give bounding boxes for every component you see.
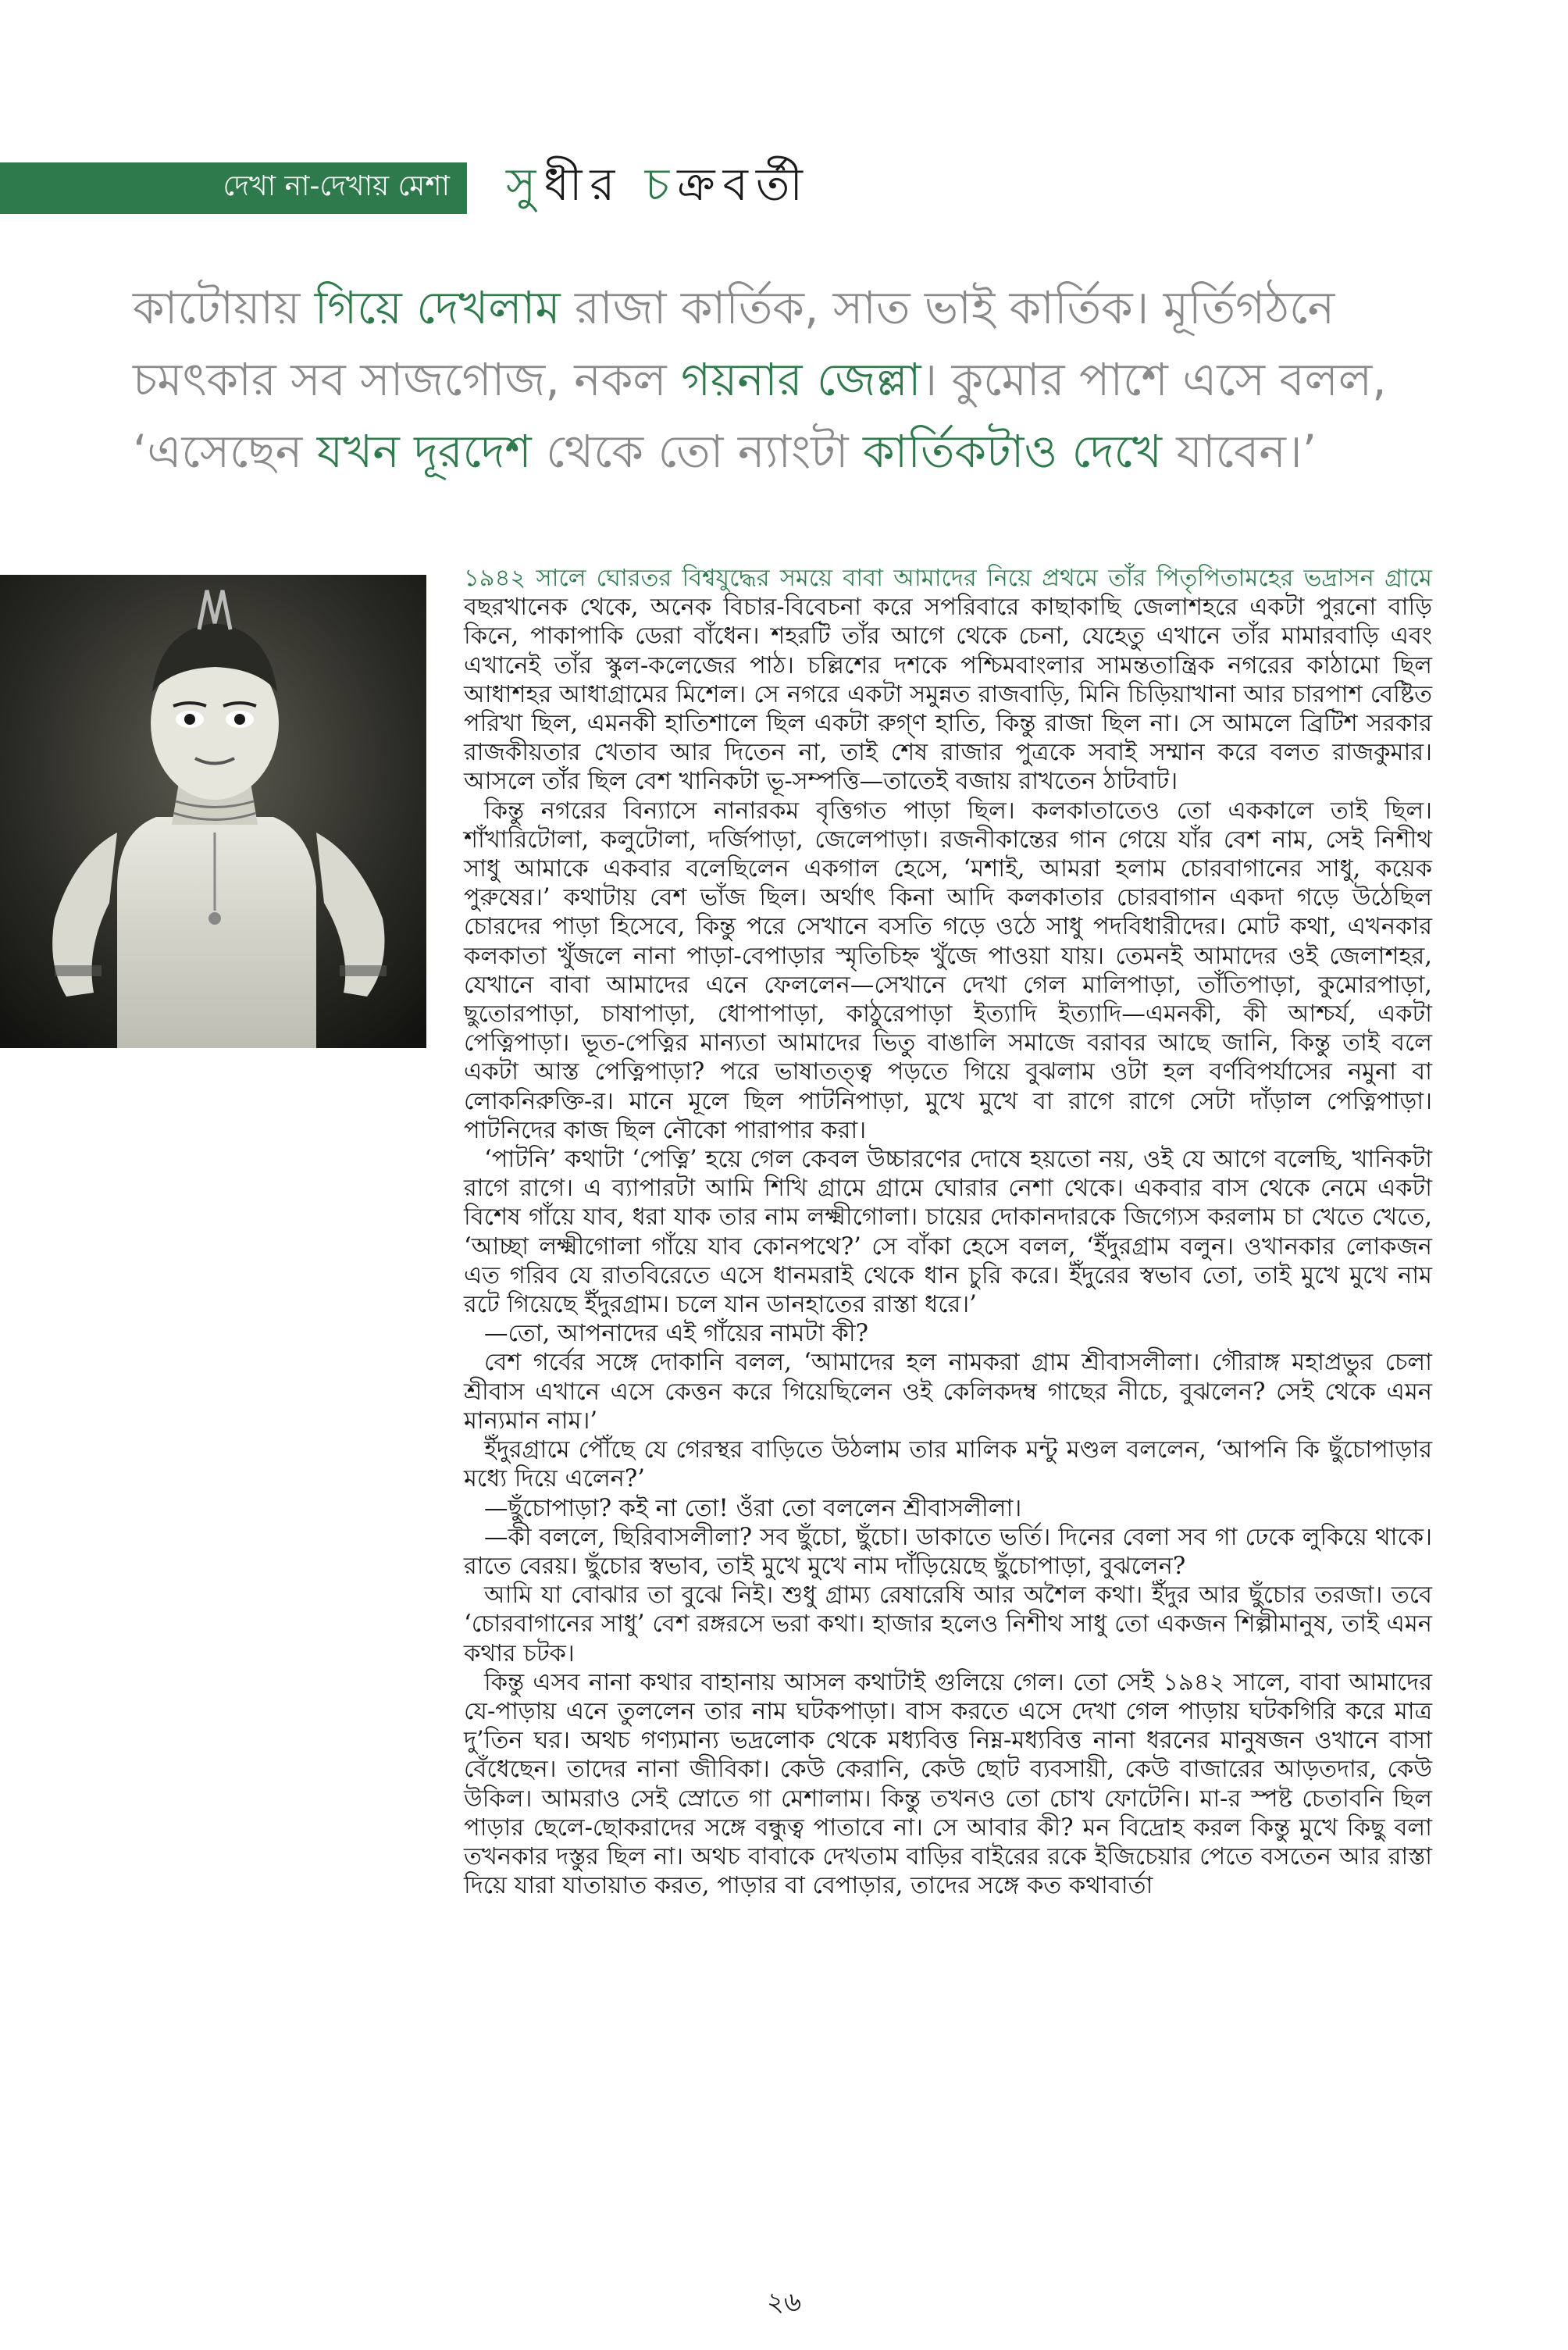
paragraph: কিন্তু নগরের বিন্যাসে নানারকম বৃত্তিগত পাড়া ছিল। কলকাতাতেও তো এককালে তাই ছিল। শাঁখারিটোলা, কলুটোলা, দর্জিপাড়া, জেলেপাড়া। রজনীকান্তের গান গেয়ে যাঁর বেশ নাম, সেই নিশীথ সাধু আমাকে একবার বলেছিলেন একগাল হেসে, ‘মশাই, আমরা হলাম চোরবাগানের সাধু, কয়েক পুরুষের।’ কথাটায় বেশ ভাঁজ ছিল। অর্থাৎ কিনা আদি কলকাতার চোরবাগান একদা গড়ে উঠেছিল চোরদের পাড়া হিসেবে, কিন্তু পরে সেখানে বসতি গড়ে ওঠে সাধু পদবিধারীদের। মোট কথা, এখনকার কলকাতা খুঁজলে নানা পাড়া-বেপাড়ার স্মৃতিচিহ্ন খুঁজে পাওয়া যায়। তেমনই আমাদের ওই জেলাশহর, যেখানে বাবা আমাদের এনে ফেললেন—সেখানে দেখা গেল মালিপাড়া, তাঁতিপাড়া, কুমোরপাড়া, ছুতোরপাড়া, চাষাপাড়া, ধোপাপাড়া, কাঠুরেপাড়া ইত্যাদি ইত্যাদি—এমনকী, কী আশ্চর্য, একটা পেত্নিপাড়া। ভূত-পেত্নির মান্যতা আমাদের ভিতু বাঙালি সমাজে বরাবর আছে জানি, কিন্তু তাই বলে একটা আস্ত পেত্নিপাড়া? পরে ভাষাতত্ত্ব পড়তে গিয়ে বুঝলাম ওটা হল বর্ণবিপর্যাসের নমুনা বা লোকনিরুক্তি-র। মানে মূলে ছিল পাটনিপাড়া, মুখে মুখে বা রাগে রাগে সেটা দাঁড়াল পেত্নিপাড়া। পাটনিদের কাজ ছিল নৌকো পারাপার করা। <box>464 797 1432 1144</box>
paragraph: আমি যা বোঝার তা বুঝে নিই। শুধু গ্রাম্য রেষারেষি আর অশৈল কথা। ইঁদুর আর ছুঁচোর তরজা। তবে ‘চোরবাগানের সাধু’ বেশ রঙ্গরসে ভরা কথা। হাজার হলেও নিশীথ সাধু তো একজন শিল্পীমানুষ, তাই এমন কথার চটক। <box>464 1582 1432 1667</box>
paragraph <box>464 564 1432 797</box>
paragraph: —তো, আপনাদের এই গাঁয়ের নামটা কী? <box>484 1320 868 1348</box>
author-name-part: সু <box>506 158 544 211</box>
article-body <box>464 564 1432 1900</box>
page-number: ২৬ <box>766 2287 802 2318</box>
pull-quote-highlight: গিয়ে দেখলাম <box>314 281 561 334</box>
paragraph: ইঁদুরগ্রামে পৌঁছে যে গেরস্থর বাড়িতে উঠলাম তার মালিক মন্টু মণ্ডল বললেন, ‘আপনি কি ছুঁচোপাড়ার মধ্যে দিয়ে এলেন?’ <box>464 1436 1432 1493</box>
series-title-band <box>0 162 467 214</box>
paragraph: —ছুঁচোপাড়া? কই না তো! ওঁরা তো বললেন শ্রীবাসলীলা। <box>484 1494 1022 1522</box>
paragraph-text: বছরখানেক থেকে, অনেক বিচার-বিবেচনা করে সপরিবারে কাছাকাছি জেলাশহরে একটা পুরনো বাড়ি কিনে, পাকাপাকি ডেরা বাঁধেন। শহরটি তাঁর আগে থেকে চেনা, যেহেতু এখানে তাঁর মামারবাড়ি এবং এখানেই তাঁর স্কুল-কলেজের পাঠ। চল্লিশের দশকে পশ্চিমবাংলার সামন্ততান্ত্রিক নগরের কাঠামো ছিল আধাশহর আধাগ্রামের মিশেল। সে নগরে একটা সমুন্নত রাজবাড়ি, মিনি চিড়িয়াখানা আর চারপাশ বেষ্টিত পরিখা ছিল, এমনকী হাতিশালে ছিল একটা রুগ্ণ হাতি, কিন্তু রাজা ছিল না। সে আমলে ব্রিটিশ সরকার রাজকীয়তার খেতাব আর দিতেন না, তাই শেষ রাজার পুত্রকে সবাই সম্মান করে বলত রাজকুমার। আসলে তাঁর ছিল বেশ খানিকটা ভূ-সম্পত্তি—তাতেই বজায় রাখতেন ঠাটবাট। <box>464 594 1432 796</box>
series-title: দেখা না-দেখায় মেশা <box>223 170 450 202</box>
pull-quote <box>133 272 1460 487</box>
kartik-idol-photo <box>0 575 426 1048</box>
pull-quote-highlight: গয়নার জেল্লা <box>681 353 921 406</box>
opening-line: ১৯৪২ সালে ঘোরতর বিশ্বযুদ্ধের সময়ে বাবা আমাদের নিয়ে প্রথমে তাঁর পিতৃপিতামহের ভদ্রাসন গ্রামে <box>464 565 1432 592</box>
pull-quote-segment: থেকে তো ন্যাংটা <box>531 425 863 478</box>
pull-quote-segment: কাটোয়ায় <box>133 281 315 334</box>
pull-quote-highlight: যখন দূরদেশ <box>316 425 532 478</box>
pull-quote-segment: । কুমোর পাশে এসে বলল, ‘এসেছেন <box>133 353 1387 478</box>
paragraph: —কী বললে, ছিরিবাসলীলা? সব ছুঁচো, ছুঁচো। ডাকাতে ভর্তি। দিনের বেলা সব গা ঢেকে লুকিয়ে থাকে। রাতে বেরয়। ছুঁচোর স্বভাব, তাই মুখে মুখে নাম দাঁড়িয়েছে ছুঁচোপাড়া, বুঝলেন? <box>464 1523 1432 1580</box>
author-name <box>506 150 811 226</box>
author-name-part: চ <box>644 158 678 211</box>
paragraph: ‘পাটনি’ কথাটা ‘পেত্নি’ হয়ে গেল কেবল উচ্চারণের দোষে হয়তো নয়, ওই যে আগে বলেছি, খানিকটা রাগে রাগে। এ ব্যাপারটা আমি শিখি গ্রামে গ্রামে ঘোরার নেশা থেকে। একবার বাস থেকে নেমে একটা বিশেষ গাঁয়ে যাব, ধরা যাক তার নাম লক্ষ্মীগোলা। চায়ের দোকানদারকে জিগ্যেস করলাম চা খেতে খেতে, ‘আচ্ছা লক্ষ্মীগোলা গাঁয়ে যাব কোনপথে?’ সে বাঁকা হেসে বলল, ‘ইঁদুরগ্রাম বলুন। ওখানকার লোকজন এত গরিব যে রাতবিরেতে এসে ধানমরাই থেকে ধান চুরি করে। ইঁদুরের স্বভাব তো, তাই মুখে মুখে নাম রটে গিয়েছে ইঁদুরগ্রাম। চলে যান ডানহাতের রাস্তা ধরে।’ <box>464 1146 1432 1319</box>
author-name-part: ধীর <box>543 158 645 211</box>
pull-quote-highlight: কার্তিকটাও দেখে <box>862 425 1162 478</box>
paragraph: বেশ গর্বের সঙ্গে দোকানি বলল, ‘আমাদের হল নামকরা গ্রাম শ্রীবাসলীলা। গৌরাঙ্গ মহাপ্রভুর চেলা শ্রীবাস এখানে এসে কেত্তন করে গিয়েছিলেন ওই কেলিকদম্ব গাছের নীচে, বুঝলেন? সেই থেকে এমন মান্যমান নাম।’ <box>464 1349 1432 1435</box>
pull-quote-segment: রাজা কার্তিক, সাত ভাই কার্তিক। মূর্তিগঠনে চমৎকার সব সাজগোজ, নকল <box>133 281 1335 406</box>
pull-quote-segment: যাবেন।’ <box>1162 425 1317 478</box>
author-name-part: ক্রবর্তী <box>677 158 811 211</box>
paragraph: কিন্তু এসব নানা কথার বাহানায় আসল কথাটাই গুলিয়ে গেল। তো সেই ১৯৪২ সালে, বাবা আমাদের যে-পাড়ায় এনে তুললেন তার নাম ঘটকপাড়া। বাস করতে এসে দেখা গেল পাড়ায় ঘটকগিরি করে মাত্র দু’তিন ঘর। অথচ গণ্যমান্য ভদ্রলোক থেকে মধ্যবিত্ত নিম্ন-মধ্যবিত্ত নানা ধরনের মানুষজন ওখানে বাসা বেঁধেছেন। তাদের নানা জীবিকা। কেউ কেরানি, কেউ ছোট ব্যবসায়ী, কেউ বাজারের আড়তদার, কেউ উকিল। আমরাও সেই স্রোতে গা মেশালাম। কিন্তু তখনও তো চোখ ফোটেনি। মা-র স্পষ্ট চেতাবনি ছিল পাড়ার ছেলে-ছোকরাদের সঙ্গে বন্ধুত্ব পাতাবে না। সে আবার কী? মন বিদ্রোহ করল কিন্তু মুখে কিছু বলা তখনকার দস্তুর ছিল না। অথচ বাবাকে দেখতাম বাড়ির বাইরের রকে ইজিচেয়ার পেতে বসতেন আর রাস্তা দিয়ে যারা যাতায়াত করত, পাড়ার বা বেপাড়ার, তাদের সঙ্গে কত কথাবার্তা <box>464 1668 1432 1900</box>
